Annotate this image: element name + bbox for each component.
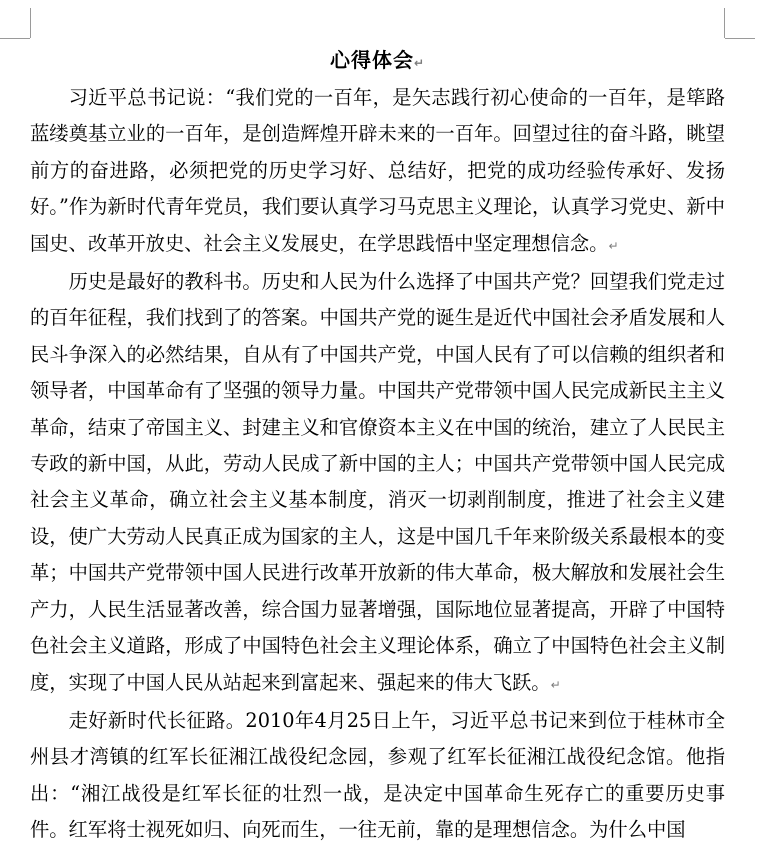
corner-mark-top-left <box>0 38 30 39</box>
paragraph-1 <box>30 80 725 264</box>
paragraph-mark: ↵ <box>550 677 561 692</box>
paragraph-3-text: 走好新时代长征路。2010年4月25日上午，习近平总书记来到位于桂林市全州县才湾镇的红军长征湘江战役纪念园，参观了红军长征湘江战役纪念馆。他指出：“湘江战役是红军长征的壮烈一战，是决定中国革命生死存亡的重要历史事件。红军将士视死如归、向死而生，一往无前，靠的是理想信念。为什么中国 <box>30 708 725 842</box>
title-text: 心得体会 <box>329 48 414 72</box>
paragraph-2 <box>30 264 725 703</box>
paragraph-1-text: 习近平总书记说：“我们党的一百年，是矢志践行初心使命的一百年，是筚路蓝缕奠基立业的一百年，是创造辉煌开辟未来的一百年。回望过往的奋斗路，眺望前方的奋进路，必须把党的历史学习好、总结好，把党的成功经验传承好、发扬好。”作为新时代青年党员，我们要认真学习马克思主义理论，认真学习党史、新中国史、改革开放史、社会主义发展史，在学思践悟中坚定理想信念。 <box>30 86 725 255</box>
paragraph-3 <box>30 703 725 849</box>
paragraph-2-text: 历史是最好的教科书。历史和人民为什么选择了中国共产党？回望我们党走过的百年征程，我们找到了的答案。中国共产党的诞生是近代中国社会矛盾发展和人民斗争深入的必然结果，自从有了中国共产党，中国人民有了可以信赖的组织者和领导者，中国革命有了坚强的领导力量。中国共产党带领中国人民完成新民主主义革命，结束了帝国主义、封建主义和官僚资本主义在中国的统治，建立了人民民主专政的新中国，从此，劳动人民成了新中国的主人；中国共产党带领中国人民完成社会主义革命，确立社会主义基本制度，消灭一切剥削制度，推进了社会主义建设，使广大劳动人民真正成为国家的主人，这是中国几千年来阶级关系最根本的变革；中国共产党带领中国人民进行改革开放新的伟大革命，极大解放和发展社会生产力，人民生活显著改善，综合国力显著增强，国际地位显著提高，开辟了中国特色社会主义道路，形成了中国特色社会主义理论体系，确立了中国特色社会主义制度，实现了中国人民从站起来到富起来、强起来的伟大飞跃。 <box>30 270 725 694</box>
corner-mark-top-left-vertical <box>30 8 31 38</box>
paragraph-mark: ↵ <box>608 238 619 253</box>
corner-mark-top-right <box>725 38 755 39</box>
corner-mark-top-right-vertical <box>724 8 725 38</box>
document-title <box>30 40 725 80</box>
document-page[interactable] <box>30 40 725 849</box>
paragraph-mark: ↵ <box>413 56 426 70</box>
